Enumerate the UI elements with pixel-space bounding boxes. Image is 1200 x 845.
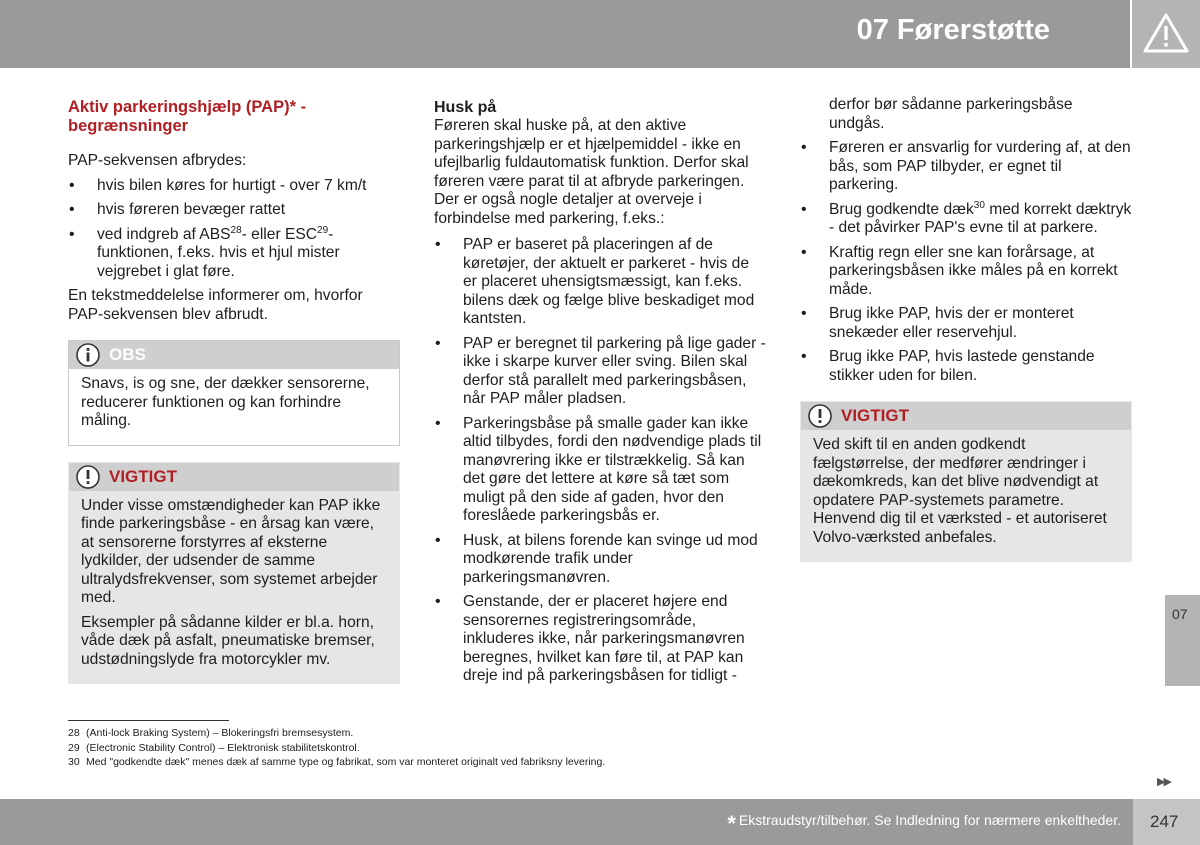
intro-text: PAP-sekvensen afbrydes: xyxy=(68,152,247,169)
footnote-text: (Anti-lock Braking System) – Blokeringsfri bremsesystem. xyxy=(86,727,354,739)
vigtigt-header xyxy=(69,463,399,491)
footnote-ref: 28 xyxy=(230,224,242,236)
section-heading: Aktiv parkeringshjælp (PAP)* - begrænsninger xyxy=(68,98,307,135)
column-3 xyxy=(800,96,1132,562)
exclamation-icon xyxy=(75,464,101,490)
chapter-side-tab xyxy=(1165,595,1200,686)
obs-header xyxy=(69,341,399,369)
footnote-number: 29 xyxy=(68,741,80,754)
list-item: • Husk, at bilens forende kan svinge ud mod modkørende trafik under parkeringsmanøvren. xyxy=(434,532,766,588)
footnotes xyxy=(68,720,768,770)
footnote xyxy=(68,741,768,756)
list-item: • Føreren er ansvarlig for vurdering af, at den bås, som PAP tilbyder, er egnet til parkering. xyxy=(800,139,1132,195)
list-item: • PAP er baseret på placeringen af de køretøjer, der aktuelt er parkeret - hvis de er placeret uhensigtsmæssigt, kan f.eks. bilens dæk og fælge blive beskadiget mod kantsten. xyxy=(434,236,766,329)
chapter-header xyxy=(0,0,1130,68)
reminder-text: Føreren skal huske på, at den aktive parkeringshjælp er et hjælpemiddel - ikke en ufejlbarlig fuldautomatisk funktion. Derfor skal føreren være parat til at afbryde parkeringen. Der er også nogle detaljer at overveje i forbindelse med parkering, f.eks.: xyxy=(434,117,749,227)
list-item: • hvis føreren bevæger rattet xyxy=(68,201,400,220)
list-item: • Brug godkendte dæk$^{30}$ med korrekt dæktryk - det påvirker PAP's evne til at parkere. xyxy=(800,201,1132,238)
list-item: • hvis bilen køres for hurtigt - over 7 km/t xyxy=(68,177,400,196)
page-number-box xyxy=(1133,799,1200,845)
list-item: • PAP er beregnet til parkering på lige gader - ikke i skarpe kurver eller sving. Bilen skal derfor stå parallelt med parkeringsbåsen, når PAP måler pladsen. xyxy=(434,335,766,409)
vigtigt-notice xyxy=(800,401,1132,562)
list-item: • Brug ikke PAP, hvis lastede genstande stikker uden for bilen. xyxy=(800,348,1132,385)
responsibility-list xyxy=(800,139,1132,385)
column-1 xyxy=(68,98,400,684)
footnote-ref: 29 xyxy=(317,224,329,236)
side-tab-label: 07 xyxy=(1172,606,1188,622)
chapter-warning-box xyxy=(1132,0,1200,68)
vigtigt-text: Ved skift til en anden godkendt fælgstørrelse, der medfører ændringer i dækomkreds, kan det blive nødvendigt at opdatere PAP-systemets parametre. Henvend dig til et værksted - et autoriseret Volvo-værksted anbefales. xyxy=(813,436,1107,546)
chapter-title: 07 Førerstøtte xyxy=(856,14,1050,46)
vigtigt-label: VIGTIGT xyxy=(841,406,909,425)
vigtigt-label: VIGTIGT xyxy=(109,466,177,486)
exclamation-icon xyxy=(807,403,833,429)
footnote xyxy=(68,755,768,770)
obs-label: OBS xyxy=(109,345,146,364)
footer-note xyxy=(727,811,1121,837)
footer-star: * xyxy=(727,811,736,836)
consideration-list xyxy=(434,236,766,686)
vigtigt-text: Eksempler på sådanne kilder er bl.a. horn, våde dæk på asfalt, pneumatiske bremser, udstødningslyde fra motorcykler mv. xyxy=(81,613,375,668)
vigtigt-body xyxy=(69,491,399,684)
page-number: 247 xyxy=(1150,812,1179,831)
continued-text: derfor bør sådanne parkeringsbåse undgås. xyxy=(829,96,1073,132)
column-2 xyxy=(434,98,766,692)
vigtigt-body xyxy=(801,430,1131,561)
obs-body xyxy=(69,369,399,445)
list-item: • Kraftig regn eller sne kan forårsage, at parkeringsbåsen ikke måles på en korrekt måde. xyxy=(800,244,1132,300)
footnote-number: 28 xyxy=(68,727,80,739)
list-item: • Genstande, der er placeret højere end sensorernes registreringsområde, inkluderes ikke, når parkeringsmanøvren beregnes, hvilket kan føre til, at PAP kan dreje ind på parkeringsbåsen for tidligt - xyxy=(434,593,766,686)
list-item: • Brug ikke PAP, hvis der er monteret snekæder eller reservehjul. xyxy=(800,305,1132,342)
vigtigt-text: Under visse omstændigheder kan PAP ikke finde parkeringsbåse - en årsag kan være, at sensorerne forstyrres af eksterne lydkilder, der udsender de samme ultralydsfrekvenser, som systemet arbejder med. xyxy=(81,496,381,606)
info-icon xyxy=(75,342,101,368)
footnote-text: Med "godkendte dæk" menes dæk af samme type og fabrikat, som var monteret originalt ved fabriksny levering. xyxy=(86,756,606,768)
footnote-number: 30 xyxy=(68,756,80,768)
list-item: • Parkeringsbåse på smalle gader kan ikke altid tilbydes, fordi den nødvendige plads til manøvrering ikke er tilstrækkelig. Så kan det gøre det lettere at køre så tæt som muligt på den side af gaden, hvor den foreslåede parkeringsbås er. xyxy=(434,415,766,526)
vigtigt-header xyxy=(801,402,1131,430)
footnote-ref: 30 xyxy=(973,199,985,211)
footnote-text: (Electronic Stability Control) – Elektronisk stabilitetskontrol. xyxy=(86,741,360,754)
list-item: • ved indgreb af ABS$^{28}$- eller ESC$^{29}$-funktionen, f.eks. hvis et hjul mister vejgrebet i glat føre. xyxy=(68,226,400,282)
footnote-divider xyxy=(68,720,229,721)
obs-notice xyxy=(68,340,400,446)
footnote xyxy=(68,726,768,741)
double-arrow-icon[interactable]: ▶▶ xyxy=(1157,776,1170,788)
subheading: Husk på xyxy=(434,99,497,116)
obs-text: Snavs, is og sne, der dækker sensorerne, reducerer funktionen og kan forhindre måling. xyxy=(81,375,370,429)
interrupt-list xyxy=(68,177,400,282)
warning-triangle-icon xyxy=(1142,12,1190,54)
footer-text: Ekstraudstyr/tilbehør. Se Indledning for nærmere enkeltheder. xyxy=(738,812,1121,828)
vigtigt-notice xyxy=(68,462,400,685)
page-footer xyxy=(0,799,1133,845)
message-info-text: En tekstmeddelelse informerer om, hvorfor PAP-sekvensen blev afbrudt. xyxy=(68,287,363,323)
